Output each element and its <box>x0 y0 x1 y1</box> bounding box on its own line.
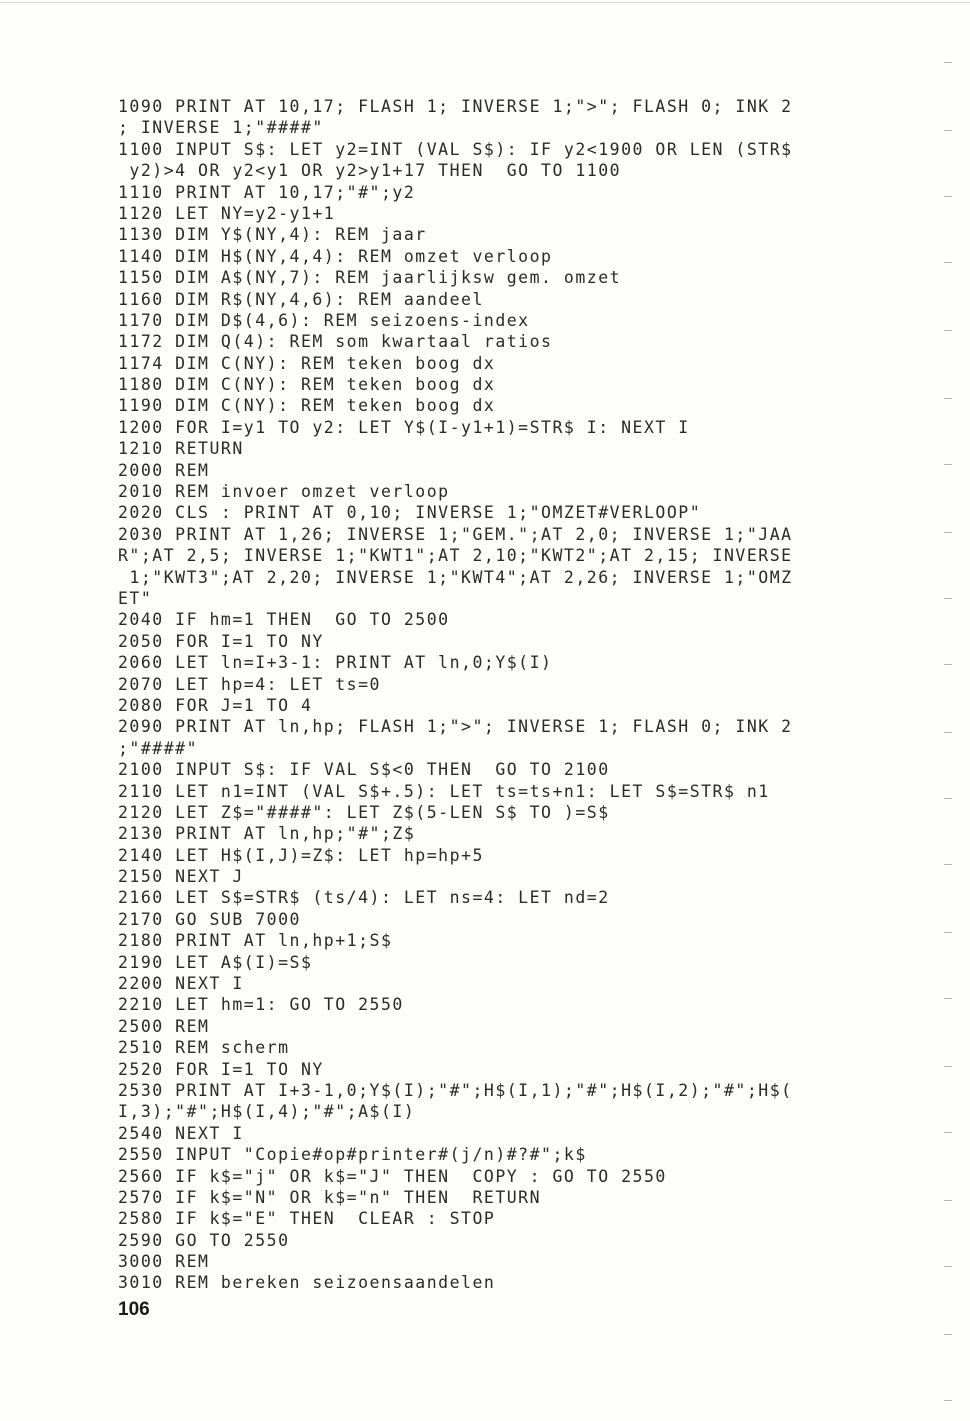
margin-tick <box>944 732 952 733</box>
code-line: 1170 DIM D$(4,6): REM seizoens-index <box>118 310 530 330</box>
code-line: 1150 DIM A$(NY,7): REM jaarlijksw gem. omzet <box>118 268 622 288</box>
margin-tick <box>944 798 952 799</box>
code-line: 2070 LET hp=4: LET ts=0 <box>118 674 381 694</box>
code-line: 2200 NEXT I <box>118 974 244 994</box>
code-line: 1140 DIM H$(NY,4,4): REM omzet verloop <box>118 246 553 266</box>
code-line: 1120 LET NY=y2-y1+1 <box>118 203 336 223</box>
code-line: 2570 IF k$="N" OR k$="n" THEN RETURN <box>118 1187 542 1207</box>
code-line: 2100 INPUT S$: IF VAL S$<0 THEN GO TO 2100 <box>118 760 610 780</box>
code-line: I,3);"#";H$(I,4);"#";A$(I) <box>118 1102 416 1122</box>
code-line: 2590 GO TO 2550 <box>118 1230 290 1250</box>
code-line: 2530 PRINT AT I+3-1,0;Y$(I);"#";H$(I,1);"#";H$(I,2);"#";H$( <box>118 1080 793 1100</box>
code-line: 2000 REM <box>118 460 210 480</box>
code-line: 1100 INPUT S$: LET y2=INT (VAL S$): IF y2<1900 OR LEN (STR$ <box>118 139 793 159</box>
code-line: 2540 NEXT I <box>118 1123 244 1143</box>
code-line: 2080 FOR J=1 TO 4 <box>118 695 313 715</box>
code-line: R";AT 2,5; INVERSE 1;"KWT1";AT 2,10;"KWT2";AT 2,15; INVERSE <box>118 546 793 566</box>
code-line: 2020 CLS : PRINT AT 0,10; INVERSE 1;"OMZET#VERLOOP" <box>118 503 702 523</box>
margin-tick <box>944 262 952 263</box>
margin-tick <box>944 1132 952 1133</box>
code-line: 2180 PRINT AT ln,hp+1;S$ <box>118 931 393 951</box>
margin-tick <box>944 932 952 933</box>
margin-tick <box>944 1200 952 1201</box>
margin-tick <box>944 130 952 131</box>
code-line: 2090 PRINT AT ln,hp; FLASH 1;">"; INVERSE 1; FLASH 0; INK 2 <box>118 717 793 737</box>
code-line: 2150 NEXT J <box>118 867 244 887</box>
code-line: 3010 REM bereken seizoensaandelen <box>118 1273 496 1293</box>
code-line: 2580 IF k$="E" THEN CLEAR : STOP <box>118 1209 496 1229</box>
code-line: ; INVERSE 1;"####" <box>118 118 324 138</box>
code-line: 1174 DIM C(NY): REM teken boog dx <box>118 353 496 373</box>
code-line: 2030 PRINT AT 1,26; INVERSE 1;"GEM.";AT 2,0; INVERSE 1;"JAA <box>118 524 793 544</box>
code-line: 1090 PRINT AT 10,17; FLASH 1; INVERSE 1;">"; FLASH 0; INK 2 <box>118 97 793 116</box>
code-line: 2120 LET Z$="####": LET Z$(5-LEN S$ TO )=S$ <box>118 802 610 822</box>
code-line: 1172 DIM Q(4): REM som kwartaal ratios <box>118 332 553 352</box>
code-line: 2050 FOR I=1 TO NY <box>118 631 324 651</box>
code-line: 1200 FOR I=y1 TO y2: LET Y$(I-y1+1)=STR$ I: NEXT I <box>118 417 690 437</box>
margin-tick <box>944 864 952 865</box>
margin-tick <box>944 664 952 665</box>
code-line: 2010 REM invoer omzet verloop <box>118 482 450 502</box>
code-line: 1190 DIM C(NY): REM teken boog dx <box>118 396 496 416</box>
margin-tick <box>944 196 952 197</box>
code-line: 3000 REM <box>118 1252 210 1272</box>
code-line: 2520 FOR I=1 TO NY <box>118 1059 324 1079</box>
code-line: 2060 LET ln=I+3-1: PRINT AT ln,0;Y$(I) <box>118 653 553 673</box>
page-number: 106 <box>118 1299 150 1320</box>
margin-tick <box>944 1266 952 1267</box>
margin-tick <box>944 62 952 63</box>
margin-tick <box>944 330 952 331</box>
margin-tick <box>944 998 952 999</box>
code-line: 1180 DIM C(NY): REM teken boog dx <box>118 375 496 395</box>
code-line: 2040 IF hm=1 THEN GO TO 2500 <box>118 610 450 630</box>
code-listing <box>118 96 878 1294</box>
margin-tick <box>944 464 952 465</box>
code-line: 1130 DIM Y$(NY,4): REM jaar <box>118 225 427 245</box>
code-line: 2160 LET S$=STR$ (ts/4): LET ns=4: LET nd=2 <box>118 888 610 908</box>
top-rule <box>0 2 970 3</box>
code-line: 2190 LET A$(I)=S$ <box>118 952 313 972</box>
code-line: 2210 LET hm=1: GO TO 2550 <box>118 995 404 1015</box>
code-line: 2140 LET H$(I,J)=Z$: LET hp=hp+5 <box>118 845 484 865</box>
margin-tick <box>944 598 952 599</box>
margin-tick <box>944 1400 952 1401</box>
code-line: ;"####" <box>118 738 199 758</box>
code-line: 2110 LET n1=INT (VAL S$+.5): LET ts=ts+n1: LET S$=STR$ n1 <box>118 781 770 801</box>
code-line: 2550 INPUT "Copie#op#printer#(j/n)#?#";k$ <box>118 1145 587 1165</box>
code-line: 1110 PRINT AT 10,17;"#";y2 <box>118 182 416 202</box>
margin-tick <box>944 398 952 399</box>
code-line: 2170 GO SUB 7000 <box>118 909 301 929</box>
code-line: 1160 DIM R$(NY,4,6): REM aandeel <box>118 289 484 309</box>
code-line: 1210 RETURN <box>118 439 244 459</box>
code-line: 1;"KWT3";AT 2,20; INVERSE 1;"KWT4";AT 2,26; INVERSE 1;"OMZ <box>118 567 793 587</box>
code-line: y2)>4 OR y2<y1 OR y2>y1+17 THEN GO TO 1100 <box>118 161 622 181</box>
code-line: 2510 REM scherm <box>118 1038 290 1058</box>
margin-tick <box>944 1334 952 1335</box>
margin-tick <box>944 532 952 533</box>
margin-tick <box>944 1066 952 1067</box>
code-line: 2130 PRINT AT ln,hp;"#";Z$ <box>118 824 416 844</box>
code-line: 2560 IF k$="j" OR k$="J" THEN COPY : GO TO 2550 <box>118 1166 667 1186</box>
code-line: ET" <box>118 588 153 608</box>
code-line: 2500 REM <box>118 1016 210 1036</box>
